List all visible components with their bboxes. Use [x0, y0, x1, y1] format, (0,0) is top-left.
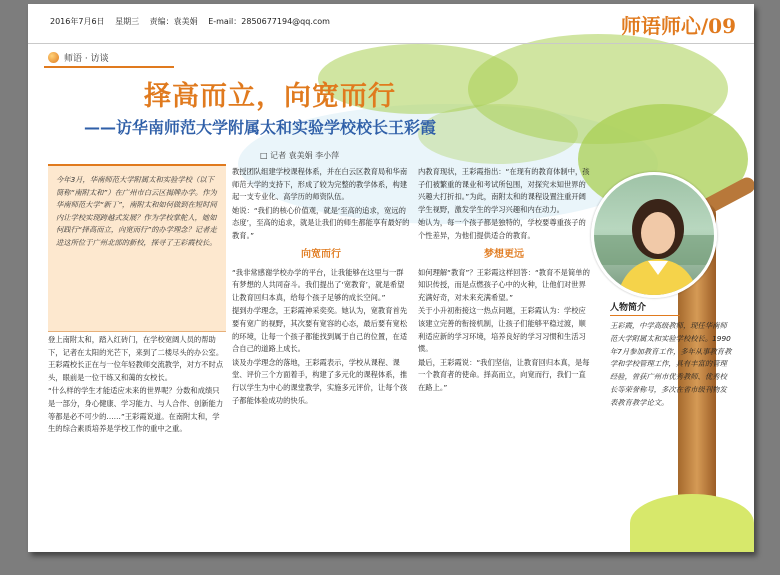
editor-email: E-mail：2850677194@qq.com [208, 17, 330, 26]
editor-name: 责编：袁美娟 [149, 17, 198, 26]
paragraph: 谈及办学理念的落地，王彩霞表示，学校从课程、课堂、评价三个方面着手，构建了多元化的课程体系，推行以学生为中心的课堂教学，实施多元评价，让每个孩子都能体验成功的快乐。 [232, 357, 408, 405]
portrait-photo [591, 172, 717, 298]
paragraph: 登上南附太和，踏入红砖门，在学校宽阔人员的帮助下，记者在太阳的光芒下，来到了二楼尽头的办公室。王彩霞校长正在与一位年轻教师交流教学，对方不时点头，眼前是一位干练又和蔼的女校长。 [48, 335, 224, 382]
intro-box [48, 164, 226, 332]
paragraph: 如何理解“教育”？王彩霞这样回答：“教育不是简单的知识传授，而是点燃孩子心中的火种，让他们对世界充满好奇，对未来充满希望。” [418, 267, 590, 302]
article-column-1 [48, 334, 226, 548]
paragraph: 内教育现状，王彩霞指出：“在现有的教育体制中，孩子们被繁重的课业和考试所包围，对探究未知世界的兴趣大打折扣。”为此，南附太和的课程设置注重开阔学生视野，激发学生的学习兴趣和内在动力。 [418, 167, 590, 214]
paragraph: 她说：“我们的核心价值观，就是‘至高的追求，宽远的态度’，至高的追求，就是让我们的师生都能享有最好的教育。” [232, 205, 410, 240]
profile-text: 王彩霞，中学高级教师，现任华南师范大学附属太和实验学校校长。1990年7月参加教育工作，多年从事教育教学和学校管理工作，具有丰富的管理经验，曾获广州市优秀教师、优秀校长等荣誉称号，多次在省市级刊物发表教育教学论文。 [610, 321, 732, 407]
paragraph: 提到办学理念，王彩霞神采奕奕。她认为，宽教育首先要有宽广的视野，其次要有宽容的心态，最后要有宽松的环境，让每一个孩子都能找到属于自己的位置，在适合自己的道路上成长。 [232, 306, 408, 354]
paragraph: 最后，王彩霞说：“我们坚信，让教育回归本真，是每一个教育者的使命。择高而立，向宽而行，我们一直在路上。” [418, 357, 590, 392]
section-tag [48, 51, 109, 64]
header-info [50, 16, 338, 27]
paragraph: 关于小升初衔接这一热点问题，王彩霞认为：学校应该建立完善的衔接机制，让孩子们能够平稳过渡，顺利适应新的学习环境，培养良好的学习习惯和生活习惯。 [418, 306, 586, 354]
page-header [28, 4, 754, 44]
bullet-icon [48, 52, 59, 63]
intro-paragraph: 今年3月，华南师范大学附属太和实验学校（以下简称“南附太和”）在广州市白云区揭牌办学。作为华南师范大学“新丁”，南附太和如何做到在短时间内让学校实现跨越式发展？作为学校掌舵人，她如何践行“择高而立，向宽而行”的办学理念？记者走进这所位于广州北部的新校，探寻了王彩霞校长。 [56, 175, 217, 247]
profile-title: 人物简介 [610, 300, 680, 316]
section-heading-2: 梦想更远 [484, 248, 524, 260]
foliage-cluster [418, 104, 578, 164]
column-title: 师语师心/09 [620, 14, 736, 38]
section-tag-label: 师语 · 访谈 [64, 54, 109, 64]
section-heading-1: 向宽而行 [301, 248, 341, 260]
article-column-2 [232, 166, 410, 548]
paragraph: 教授团队组建学校课程体系，并在白云区教育局和华南师范大学的支持下，形成了较为完整的教学体系，构建起一支专业化、高学历的师资队伍。 [232, 167, 408, 202]
section-divider [44, 66, 174, 68]
newspaper-page [28, 4, 754, 552]
issue-weekday: 星期三 [115, 17, 140, 26]
paragraph: “我非常感谢学校办学的平台，让我能够在这里与一群有梦想的人共同奋斗。我们提出了‘宽教育’，就是希望让教育回归本真，给每个孩子足够的成长空间。” [232, 267, 405, 302]
paragraph: 她认为，每一个孩子都是独特的，学校要尊重孩子的个性差异，为他们提供适合的教育。 [418, 218, 586, 240]
issue-date: 2016年7月6日 [50, 17, 105, 26]
article-byline: □ 记者 袁美娟 李小萍 [260, 151, 340, 160]
paragraph: “什么样的学生才能适应未来的世界呢？分数和成绩只是一部分，身心健康、学习能力、与人合作、创新能力等都是必不可少的……”王彩霞说道。在南附太和，学生的综合素质培养是学校工作的重中之重。 [48, 386, 224, 434]
article-title: 择高而立，向宽而行 [144, 81, 396, 112]
profile-box [610, 300, 734, 540]
portrait-figure [594, 175, 717, 298]
article-column-3 [418, 166, 590, 548]
article-subtitle: ——访华南师范大学附属太和实验学校校长王彩霞 [84, 118, 437, 137]
